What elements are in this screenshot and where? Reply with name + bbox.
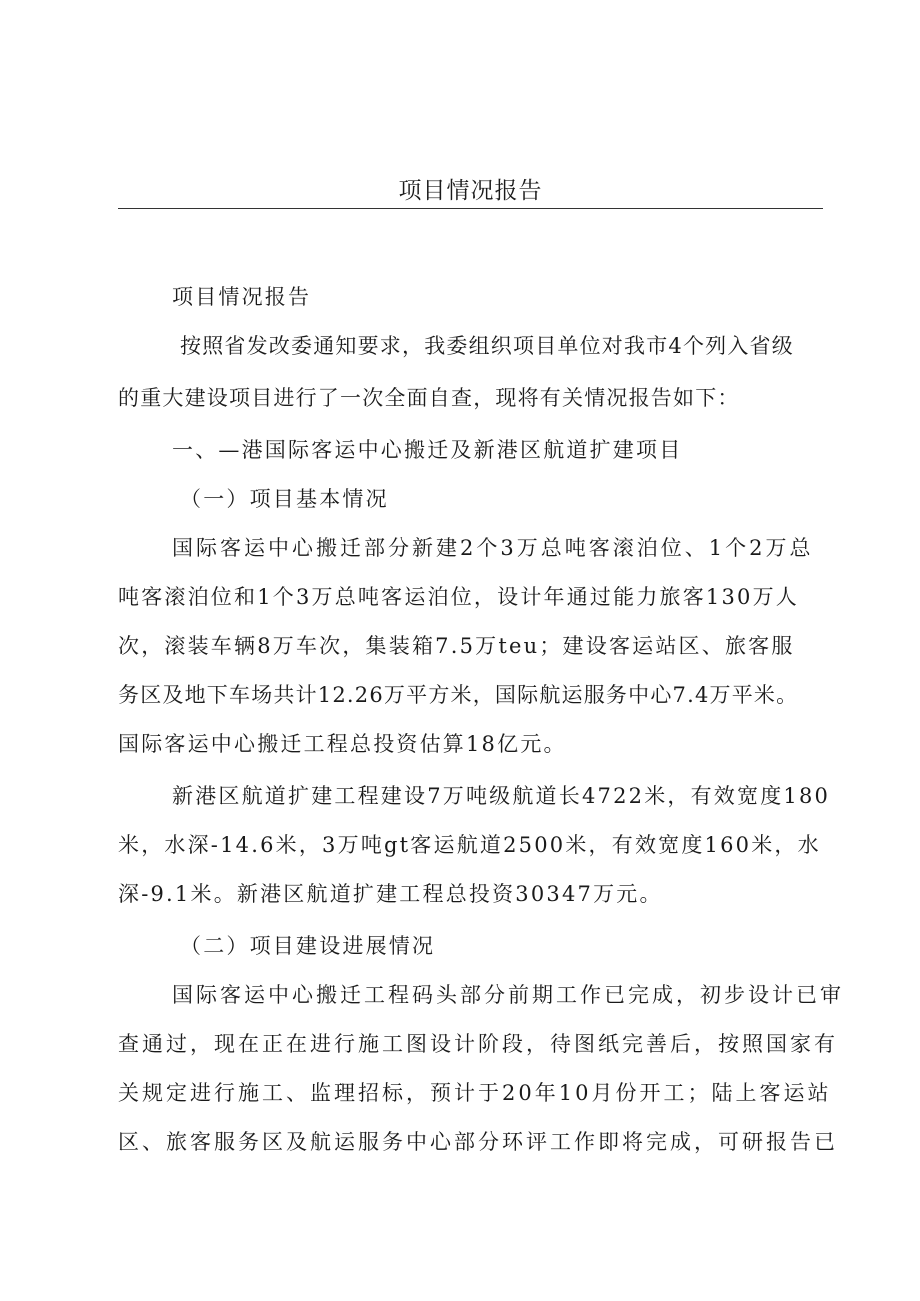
paragraph-line: 吨客滚泊位和1个3万总吨客运泊位，设计年通过能力旅客130万人 xyxy=(118,585,800,609)
paragraph-line: 国际客运中心搬迁部分新建2个3万总吨客滚泊位、1个2万总 xyxy=(172,536,814,560)
paragraph-line: 国际客运中心搬迁工程总投资估算18亿元。 xyxy=(118,732,567,756)
intro-line: 按照省发改委通知要求，我委组织项目单位对我市4个列入省级 xyxy=(180,334,794,358)
paragraph-line: 关规定进行施工、监理招标，预计于20年10月份开工；陆上客运站 xyxy=(118,1081,832,1105)
section-heading: 一、—港国际客运中心搬迁及新港区航道扩建项目 xyxy=(172,438,683,462)
intro-line: 的重大建设项目进行了一次全面自查，现将有关情况报告如下： xyxy=(118,386,740,410)
page-header xyxy=(118,176,823,209)
paragraph-line: 务区及地下车场共计12.26万平方米，国际航运服务中心7.4万平米。 xyxy=(118,683,799,707)
paragraph-line: 国际客运中心搬迁工程码头部分前期工作已完成，初步设计已审 xyxy=(172,983,844,1007)
paragraph-line: 查通过，现在正在进行施工图设计阶段，待图纸完善后，按照国家有 xyxy=(118,1032,838,1056)
subsection-heading: （二）项目建设进展情况 xyxy=(180,934,436,958)
document-body xyxy=(118,278,844,1162)
page-header-title: 项目情况报告 xyxy=(398,178,543,204)
paragraph-line: 米，水深-14.6米，3万吨gt客运航道2500米，有效宽度160米，水 xyxy=(118,833,821,857)
paragraph-line: 新港区航道扩建工程建设7万吨级航道长4722米，有效宽度180 xyxy=(172,784,831,808)
paragraph-line: 次，滚装车辆8万车次，集装箱7.5万teu；建设客运站区、旅客服 xyxy=(118,634,795,658)
opening-title: 项目情况报告 xyxy=(172,285,312,309)
paragraph-line: 区、旅客服务区及航运服务中心部分环评工作即将完成，可研报告已 xyxy=(118,1130,838,1154)
subsection-heading: （一）项目基本情况 xyxy=(180,487,389,511)
paragraph-line: 深-9.1米。新港区航道扩建工程总投资30347万元。 xyxy=(118,882,663,906)
